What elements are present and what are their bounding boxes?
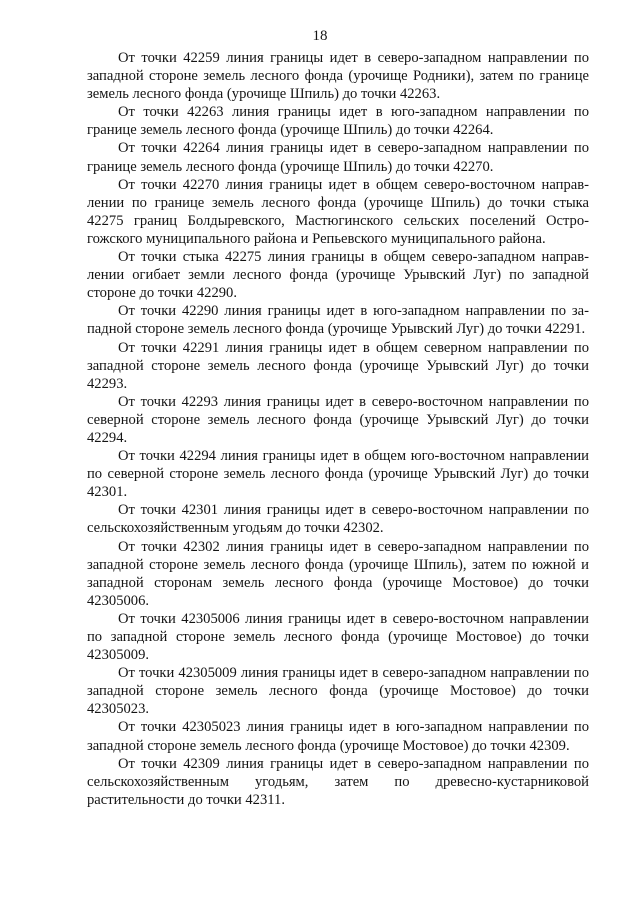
paragraph: От точки 42270 линия границы идет в общем северо-восточном направлении по границе земель лесного фонда (урочище Шпиль) до точки стыка 42275 границ Болдыревского, Мастюгинского сельских поселений Острогожского муниципального района и Репьевского муниципального района.: [87, 176, 589, 247]
paragraph: От точки 42259 линия границы идет в северо-западном направлении по западной стороне земель лесного фонда (урочище Родники), затем по границе земель лесного фонда (урочище Шпиль) до точки 42263.: [87, 50, 589, 103]
paragraph: От точки 42301 линия границы идет в северо-восточном направлении по сельскохозяйственным угодьям до точки 42302.: [87, 502, 589, 537]
paragraph: От точки 42294 линия границы идет в общем юго-восточном направлении по северной стороне земель лесного фонда (урочище Урывский Луг) до точки 42301.: [87, 448, 589, 501]
paragraph: От точки 42263 линия границы идет в юго-западном направлении по границе земель лесного фонда (урочище Шпиль) до точки 42264.: [87, 104, 589, 139]
paragraph: От точки 42302 линия границы идет в северо-западном направлении по западной стороне земель лесного фонда (урочище Шпиль), затем по южной и западной сторонам земель лесного фонда (урочище Мостовое) до точки 42305006.: [87, 538, 589, 609]
paragraph: От точки 42291 линия границы идет в общем северном направлении по западной стороне земель лесного фонда (урочище Урывский Луг) до точки 42293.: [87, 339, 589, 392]
page-number: 18: [312, 28, 328, 44]
paragraph: От точки 42309 линия границы идет в северо-западном направлении по сельскохозяйственным угодьям, затем по древесно-кустарниковой растительности до точки 42311.: [87, 755, 589, 808]
paragraph: От точки 42293 линия границы идет в северо-восточном направлении по северной стороне земель лесного фонда (урочище Урывский Луг) до точки 42294.: [87, 393, 589, 446]
paragraph: От точки 42305006 линия границы идет в северо-восточном направлении по западной стороне земель лесного фонда (урочище Мостовое) до точки 42305009.: [87, 610, 589, 664]
paragraph: От точки 42305023 линия границы идет в юго-западном направлении по западной стороне земель лесного фонда (урочище Мостовое) до точки 42309.: [87, 719, 589, 754]
paragraph: От точки 42290 линия границы идет в юго-западном направлении по западной стороне земель лесного фонда (урочище Урывский Луг) до точки 42291.: [87, 303, 589, 338]
document-body: [87, 49, 589, 809]
paragraph: От точки 42264 линия границы идет в северо-западном направлении по границе земель лесного фонда (урочище Шпиль) до точки 42270.: [87, 140, 589, 175]
paragraph: От точки 42305009 линия границы идет в северо-западном направлении по западной стороне земель лесного фонда (урочище Мостовое) до точки 42305023.: [87, 665, 589, 718]
paragraph: От точки стыка 42275 линия границы в общем северо-западном направлении огибает земли лесного фонда (урочище Урывский Луг) по западной стороне до точки 42290.: [87, 249, 589, 302]
